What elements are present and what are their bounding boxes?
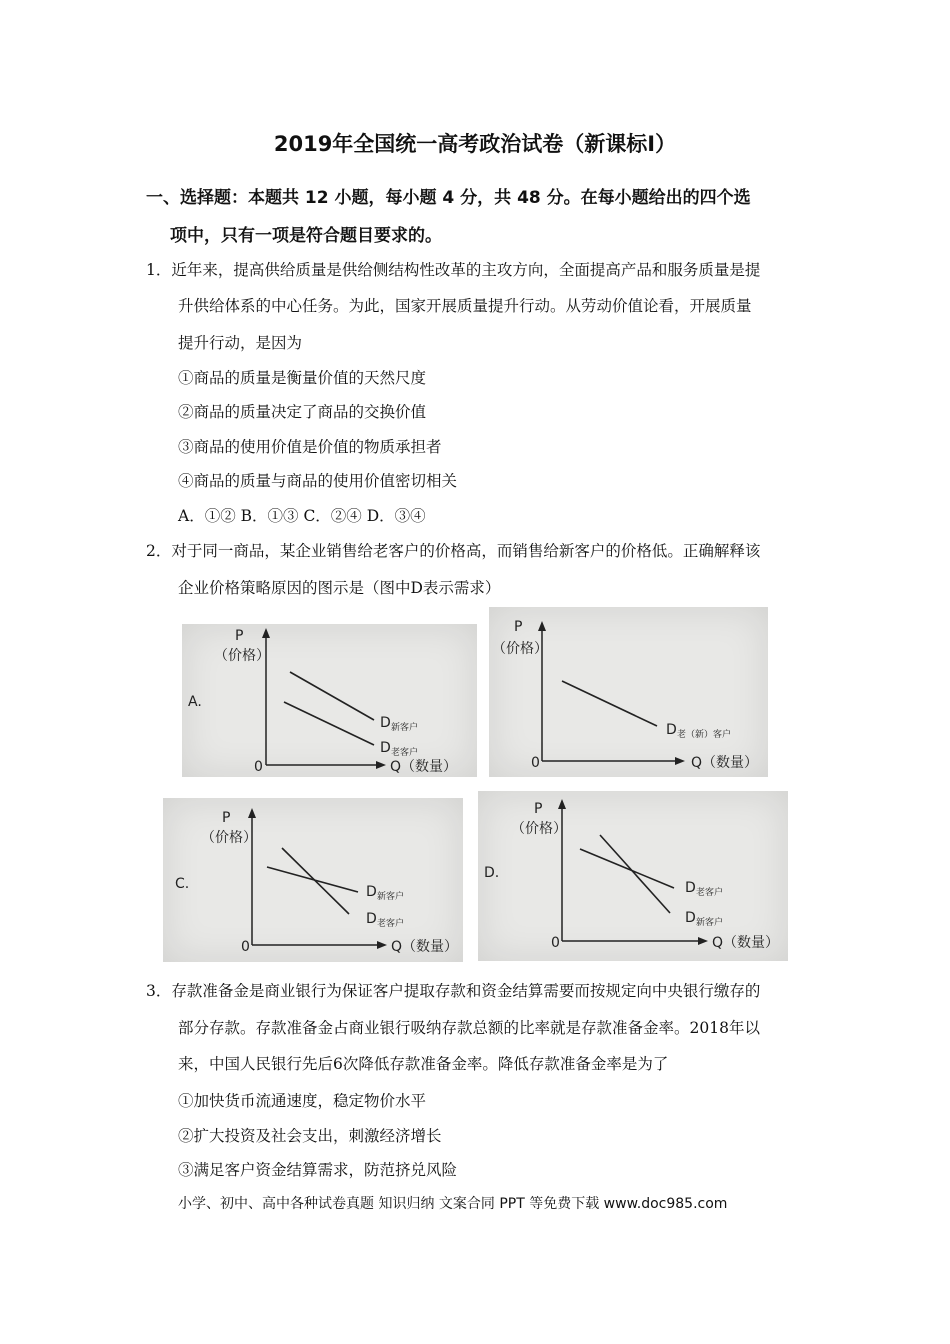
graph-b-q-label: Q（数量） (691, 755, 759, 771)
graph-a-q-label: Q（数量） (390, 759, 458, 775)
graph-c-option-label: C. (175, 876, 190, 892)
graph-c-curve-old (282, 848, 349, 914)
graph-b-origin: 0 (531, 755, 540, 771)
graph-a-y-arrow (262, 628, 270, 638)
graph-c-svg (163, 798, 463, 962)
graph-d-q-label: Q（数量） (712, 935, 780, 951)
graph-b-svg (489, 607, 768, 777)
graph-b-x-arrow (675, 757, 685, 765)
graph-b-curve (562, 681, 657, 726)
graph-b-p-cn-label: （价格） (492, 641, 548, 657)
q1-option-2: ②商品的质量决定了商品的交换价值 (178, 403, 427, 421)
graph-c-curve-new (267, 867, 358, 892)
graph-d-curve-new-sub: 新客户 (696, 918, 724, 928)
graph-a-p-label: P (235, 628, 244, 644)
graph-c-curve-new-sub: 新客户 (377, 892, 405, 902)
q3-stem-line1: 3．存款准备金是商业银行为保证客户提取存款和资金结算需要而按规定向中央银行缴存的 (146, 982, 761, 1000)
graph-c-x-arrow (377, 941, 387, 949)
graph-c-p-label: P (222, 810, 231, 826)
q1-stem-line1: 1．近年来，提高供给质量是供给侧结构性改革的主攻方向，全面提高产品和服务质量是提 (146, 261, 761, 279)
q1-option-4: ④商品的质量与商品的使用价值密切相关 (178, 472, 458, 490)
graph-b-curve-main: D (666, 722, 677, 738)
graph-d-origin: 0 (551, 935, 560, 951)
graph-a-curve-old (284, 702, 374, 745)
graph-a (182, 624, 477, 777)
graph-a-curve-new (290, 672, 374, 720)
graph-a-curve-new-sub: 新客户 (391, 723, 419, 733)
graph-a-svg (182, 624, 477, 777)
graph-c-curve-old-main: D (366, 911, 377, 927)
section-heading-line2: 项中，只有一项是符合题目要求的。 (170, 226, 442, 246)
page-title: 2019年全国统一高考政治试卷（新课标Ⅰ） (273, 132, 677, 156)
q1-choices: A．①② B．①③ C．②④ D．③④ (178, 507, 426, 525)
graph-d-curve-new-main: D (685, 910, 696, 926)
q3-option-1: ①加快货币流通速度，稳定物价水平 (178, 1092, 427, 1110)
graph-a-curve-old-sub: 老客户 (391, 748, 419, 758)
q3-option-2: ②扩大投资及社会支出，刺激经济增长 (178, 1127, 442, 1145)
q3-stem-line3: 来，中国人民银行先后6次降低存款准备金率。降低存款准备金率是为了 (178, 1055, 669, 1073)
graph-c-q-label: Q（数量） (391, 939, 459, 955)
graph-a-p-cn-label: （价格） (214, 648, 270, 664)
graph-a-curve-old-main: D (380, 740, 391, 756)
graph-d-p-cn-label: （价格） (511, 821, 567, 837)
q2-stem-line2: 企业价格策略原因的图示是（图中D表示需求） (178, 579, 501, 597)
section-heading-line1: 一、选择题：本题共 12 小题，每小题 4 分，共 48 分。在每小题给出的四个选 (146, 188, 751, 208)
graph-c-curve-new-main: D (366, 884, 377, 900)
graph-c (163, 798, 463, 962)
q3-option-3: ③满足客户资金结算需求，防范挤兑风险 (178, 1161, 458, 1179)
graph-d-curve-old-sub: 老客户 (696, 888, 724, 898)
q2-stem-line1: 2．对于同一商品，某企业销售给老客户的价格高，而销售给新客户的价格低。正确解释该 (146, 542, 761, 560)
graph-d (478, 791, 788, 961)
graph-a-curve-new-main: D (380, 715, 391, 731)
graph-c-curve-old-sub: 老客户 (377, 919, 405, 929)
graph-a-origin: 0 (254, 759, 263, 775)
graph-a-option-label: A. (188, 694, 202, 710)
graph-b (489, 607, 768, 777)
graph-a-x-arrow (376, 761, 386, 769)
graph-c-y-arrow (248, 808, 256, 818)
graph-b-y-arrow (538, 621, 546, 631)
graph-d-option-label: D. (484, 865, 500, 881)
q3-stem-line2: 部分存款。存款准备金占商业银行吸纳存款总额的比率就是存款准备金率。2018年以 (178, 1019, 760, 1037)
graph-d-curve-old-main: D (685, 880, 696, 896)
q1-option-3: ③商品的使用价值是价值的物质承担者 (178, 438, 442, 456)
graph-d-curve-old (580, 849, 674, 888)
q1-option-1: ①商品的质量是衡量价值的天然尺度 (178, 369, 427, 387)
graph-b-curve-sub: 老（新）客户 (677, 730, 732, 740)
graph-d-svg (478, 791, 788, 961)
graph-d-p-label: P (534, 801, 543, 817)
graph-c-origin: 0 (241, 939, 250, 955)
q1-stem-line3: 提升行动，是因为 (178, 334, 303, 352)
page-footer: 小学、初中、高中各种试卷真题 知识归纳 文案合同 PPT 等免费下载 www.doc985.com (178, 1196, 728, 1212)
q1-stem-line2: 升供给体系的中心任务。为此，国家开展质量提升行动。从劳动价值论看，开展质量 (178, 297, 752, 315)
graph-d-y-arrow (558, 799, 566, 809)
graph-b-p-label: P (514, 619, 523, 635)
graph-d-x-arrow (698, 937, 708, 945)
graph-c-p-cn-label: （价格） (201, 830, 257, 846)
graph-d-curve-new (600, 835, 670, 913)
